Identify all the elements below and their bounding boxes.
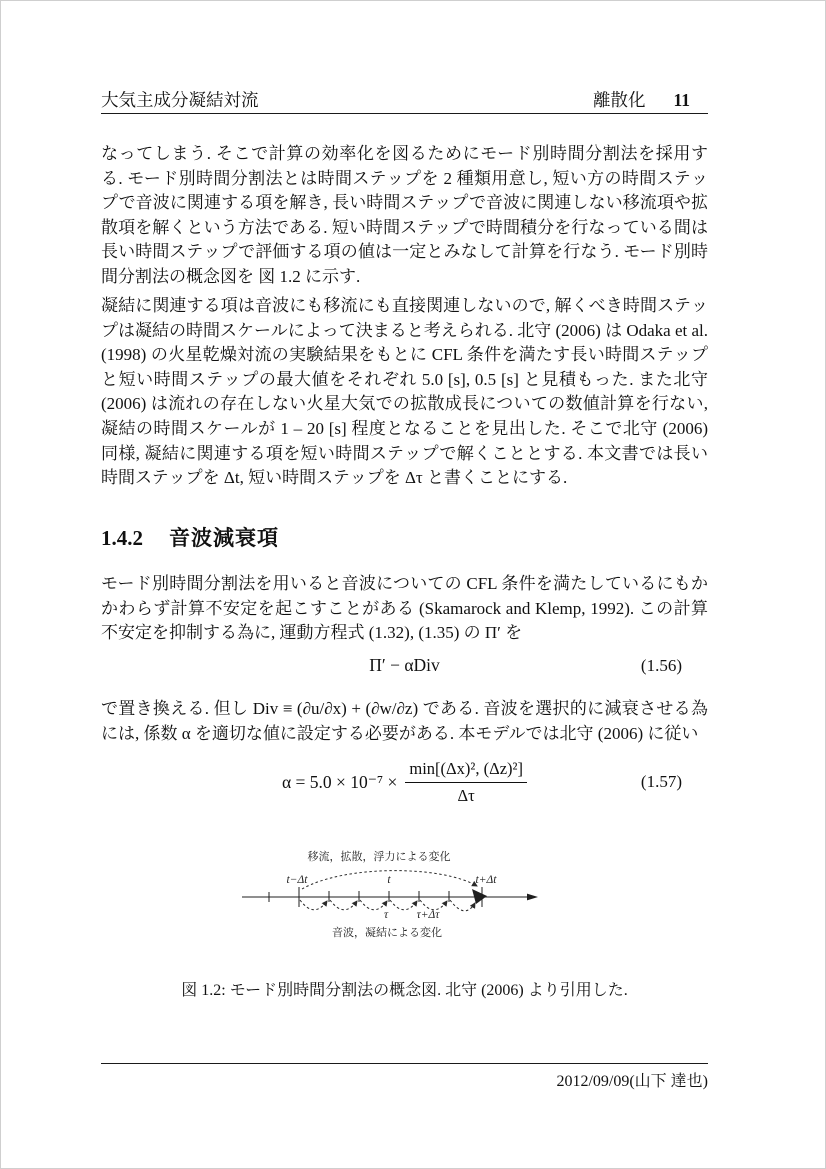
- section-heading: [101, 522, 279, 552]
- tau-label: τ: [383, 909, 389, 921]
- paragraph-mode-splitting: なってしまう. そこで計算の効率化を図るためにモード別時間分割法を採用する. モード別時間分割法とは時間ステップを 2 種類用意し, 短い方の時間ステップで音波に関連する項を解き, 長い時間ステップで音波に関連しない移流項や拡散項を解くという方法である. 短い時間ステップで時間積分を行なっている間は長い時間ステップで評価する項の値は一定とみなして計算を行なう. モード別時間分割法の概念図を 図 1.2 に示す.: [101, 144, 708, 286]
- bold-arrival-arrowhead: [472, 889, 487, 904]
- short-timestep-hop: [390, 900, 417, 910]
- timeline-diagram: [229, 844, 559, 944]
- section-number: 1.4.2: [101, 526, 143, 550]
- equation-1-57-fraction: [405, 759, 527, 806]
- short-timestep-hop: [450, 900, 475, 911]
- equation-1-56-body: Π′ − αDiv: [369, 655, 440, 675]
- equation-1-57-lhs: α = 5.0 × 10⁻⁷ ×: [282, 772, 398, 792]
- paragraph-condensation-timestep: 凝結に関連する項は音波にも移流にも直接関連しないので, 解くべき時間ステップは凝結の時間スケールによって決まると考えられる. 北守 (2006) は Odaka et al.(1998) の火星乾燥対流の実験結果をもとに CFL 条件を満たす長い時間ステップと短い時間ステップの最大値をそれぞれ 5.0 [s], 0.5 [s] と見積もった. また北守 (2006) は流れの存在しない火星大気での拡散成長についての数値計算を行ない, 凝結の時間スケールが 1 – 20 [s] 程度となることを見出した. そこで北守 (2006) 同様, 凝結に関連する項を短い時間ステップで解くこととする. 本文書では長い時間ステップを Δt, 短い時間ステップを Δτ と書くことにする.: [101, 296, 708, 488]
- equation-1-57-body: [282, 759, 527, 806]
- t-minus-dt-label: t−Δt: [286, 874, 308, 886]
- short-timestep-hop: [330, 900, 357, 910]
- short-timestep-hop: [300, 900, 327, 910]
- footer-rule: [101, 1063, 708, 1064]
- t-label: t: [387, 874, 391, 886]
- short-timestep-hop: [360, 900, 387, 910]
- header-rule: [101, 113, 708, 114]
- section-title: 音波減衰項: [169, 527, 279, 550]
- section-mark: 離散化: [592, 90, 646, 110]
- running-section: [593, 87, 708, 112]
- figure-time-splitting-diagram: [229, 844, 559, 944]
- advection-diffusion-buoyancy-label: 移流，拡散，浮力による変化: [307, 851, 451, 863]
- equation-1-56: [101, 655, 708, 676]
- page-number: 11: [673, 90, 690, 110]
- equation-1-57: [101, 752, 708, 812]
- t-plus-dt-label: t+Δt: [475, 874, 497, 886]
- equation-1-56-number: (1.56): [640, 655, 682, 675]
- time-axis-arrowhead: [527, 894, 538, 901]
- footer-date-author: 2012/09/09(山下 達也): [556, 1073, 708, 1090]
- tau-plus-dtau-label: τ+Δτ: [416, 909, 440, 921]
- running-title: 大気主成分凝結対流: [101, 90, 259, 110]
- equation-1-57-number: (1.57): [640, 772, 682, 791]
- page-header: [101, 87, 708, 112]
- fraction-denominator: Δτ: [457, 786, 475, 805]
- sound-condensation-label: 音波，凝結による変化: [332, 927, 442, 939]
- paragraph-alpha-coefficient: で置き換える. 但し Div ≡ (∂u/∂x) + (∂w/∂z) である. 音波を選択的に減衰させる為には, 係数 α を適切な値に設定する必要がある. 本モデルでは北守 (2006) に従い: [101, 699, 708, 743]
- fraction-numerator: min[(Δx)², (Δz)²]: [405, 759, 527, 783]
- paragraph-acoustic-instability: モード別時間分割法を用いると音波についての CFL 条件を満たしているにもかかわらず計算不安定を起こすことがある (Skamarock and Klemp, 1992). この計算不安定を抑制する為に, 運動方程式 (1.32), (1.35) の Π′ を: [101, 574, 708, 643]
- figure-caption: 図 1.2: モード別時間分割法の概念図. 北守 (2006) より引用した.: [181, 982, 628, 999]
